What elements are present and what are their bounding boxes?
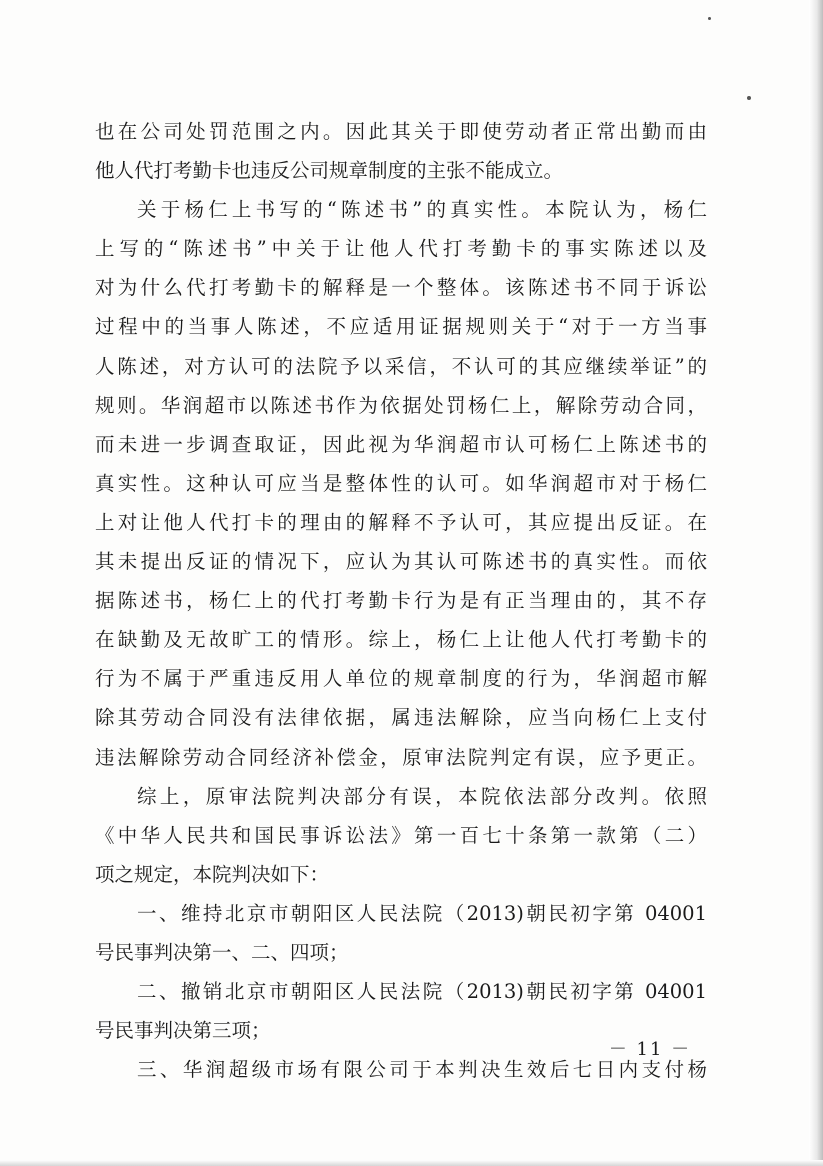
page-number: － 11 － [608,1039,692,1060]
text-line: 在缺勤及无故旷工的情形。综上，杨仁上让他人代打考勤卡的 [95,628,707,652]
text-line: 三、华润超级市场有限公司于本判决生效后七日内支付杨 [137,1058,707,1082]
text-line: 据陈述书，杨仁上的代打考勤卡行为是有正当理由的，其不存 [95,589,707,613]
text-line: 《中华人民共和国民事诉讼法》第一百七十条第一款第（二） [95,823,707,847]
text-line: 综上，原审法院判决部分有误，本院依法部分改判。依照 [137,784,707,808]
text-line: 过程中的当事人陈述，不应适用证据规则关于“对于一方当事 [95,315,707,339]
page-edge-shadow [809,0,823,1166]
text-line: 真实性。这种认可应当是整体性的认可。如华润超市对于杨仁 [95,471,707,495]
page-bottom-edge [0,1160,823,1166]
text-line: 行为不属于严重违反用人单位的规章制度的行为，华润超市解 [95,667,707,691]
text-line: 项之规定，本院判决如下： [95,862,330,886]
text-line: 违法解除劳动合同经济补偿金，原审法院判定有误，应予更正。 [95,745,707,769]
text-line: 除其劳动合同没有法律依据，属违法解除，应当向杨仁上支付 [95,706,707,730]
text-line: 二、撤销北京市朝阳区人民法院（2013)朝民初字第 04001 [137,980,707,1004]
text-line: 而未进一步调查取证，因此视为华润超市认可杨仁上陈述书的 [95,432,707,456]
text-line: 人陈述，对方认可的法院予以采信，不认可的其应继续举证”的 [95,354,707,378]
text-line: 号民事判决第三项； [95,1019,271,1043]
text-line: 一、维持北京市朝阳区人民法院（2013)朝民初字第 04001 [137,901,707,925]
text-line: 他人代打考勤卡也违反公司规章制度的主张不能成立。 [95,159,564,183]
text-line: 也在公司处罚范围之内。因此其关于即使劳动者正常出勤而由 [95,120,707,143]
text-line: 其未提出反证的情况下，应认为其认可陈述书的真实性。而依 [95,550,707,574]
scan-speck [747,96,751,100]
text-line: 号民事判决第一、二、四项； [95,940,349,964]
text-line: 上对让他人代打卡的理由的解释不予认可，其应提出反证。在 [95,510,707,534]
judgment-body-text [95,112,707,1089]
scan-speck [708,17,711,20]
text-line: 规则。华润超市以陈述书作为依据处罚杨仁上，解除劳动合同， [95,393,707,417]
text-line: 对为什么代打考勤卡的解释是一个整体。该陈述书不同于诉讼 [95,276,707,300]
text-line: 上写的“陈述书”中关于让他人代打考勤卡的事实陈述以及 [95,237,707,261]
text-line: 关于杨仁上书写的“陈述书”的真实性。本院认为，杨仁 [137,198,707,222]
